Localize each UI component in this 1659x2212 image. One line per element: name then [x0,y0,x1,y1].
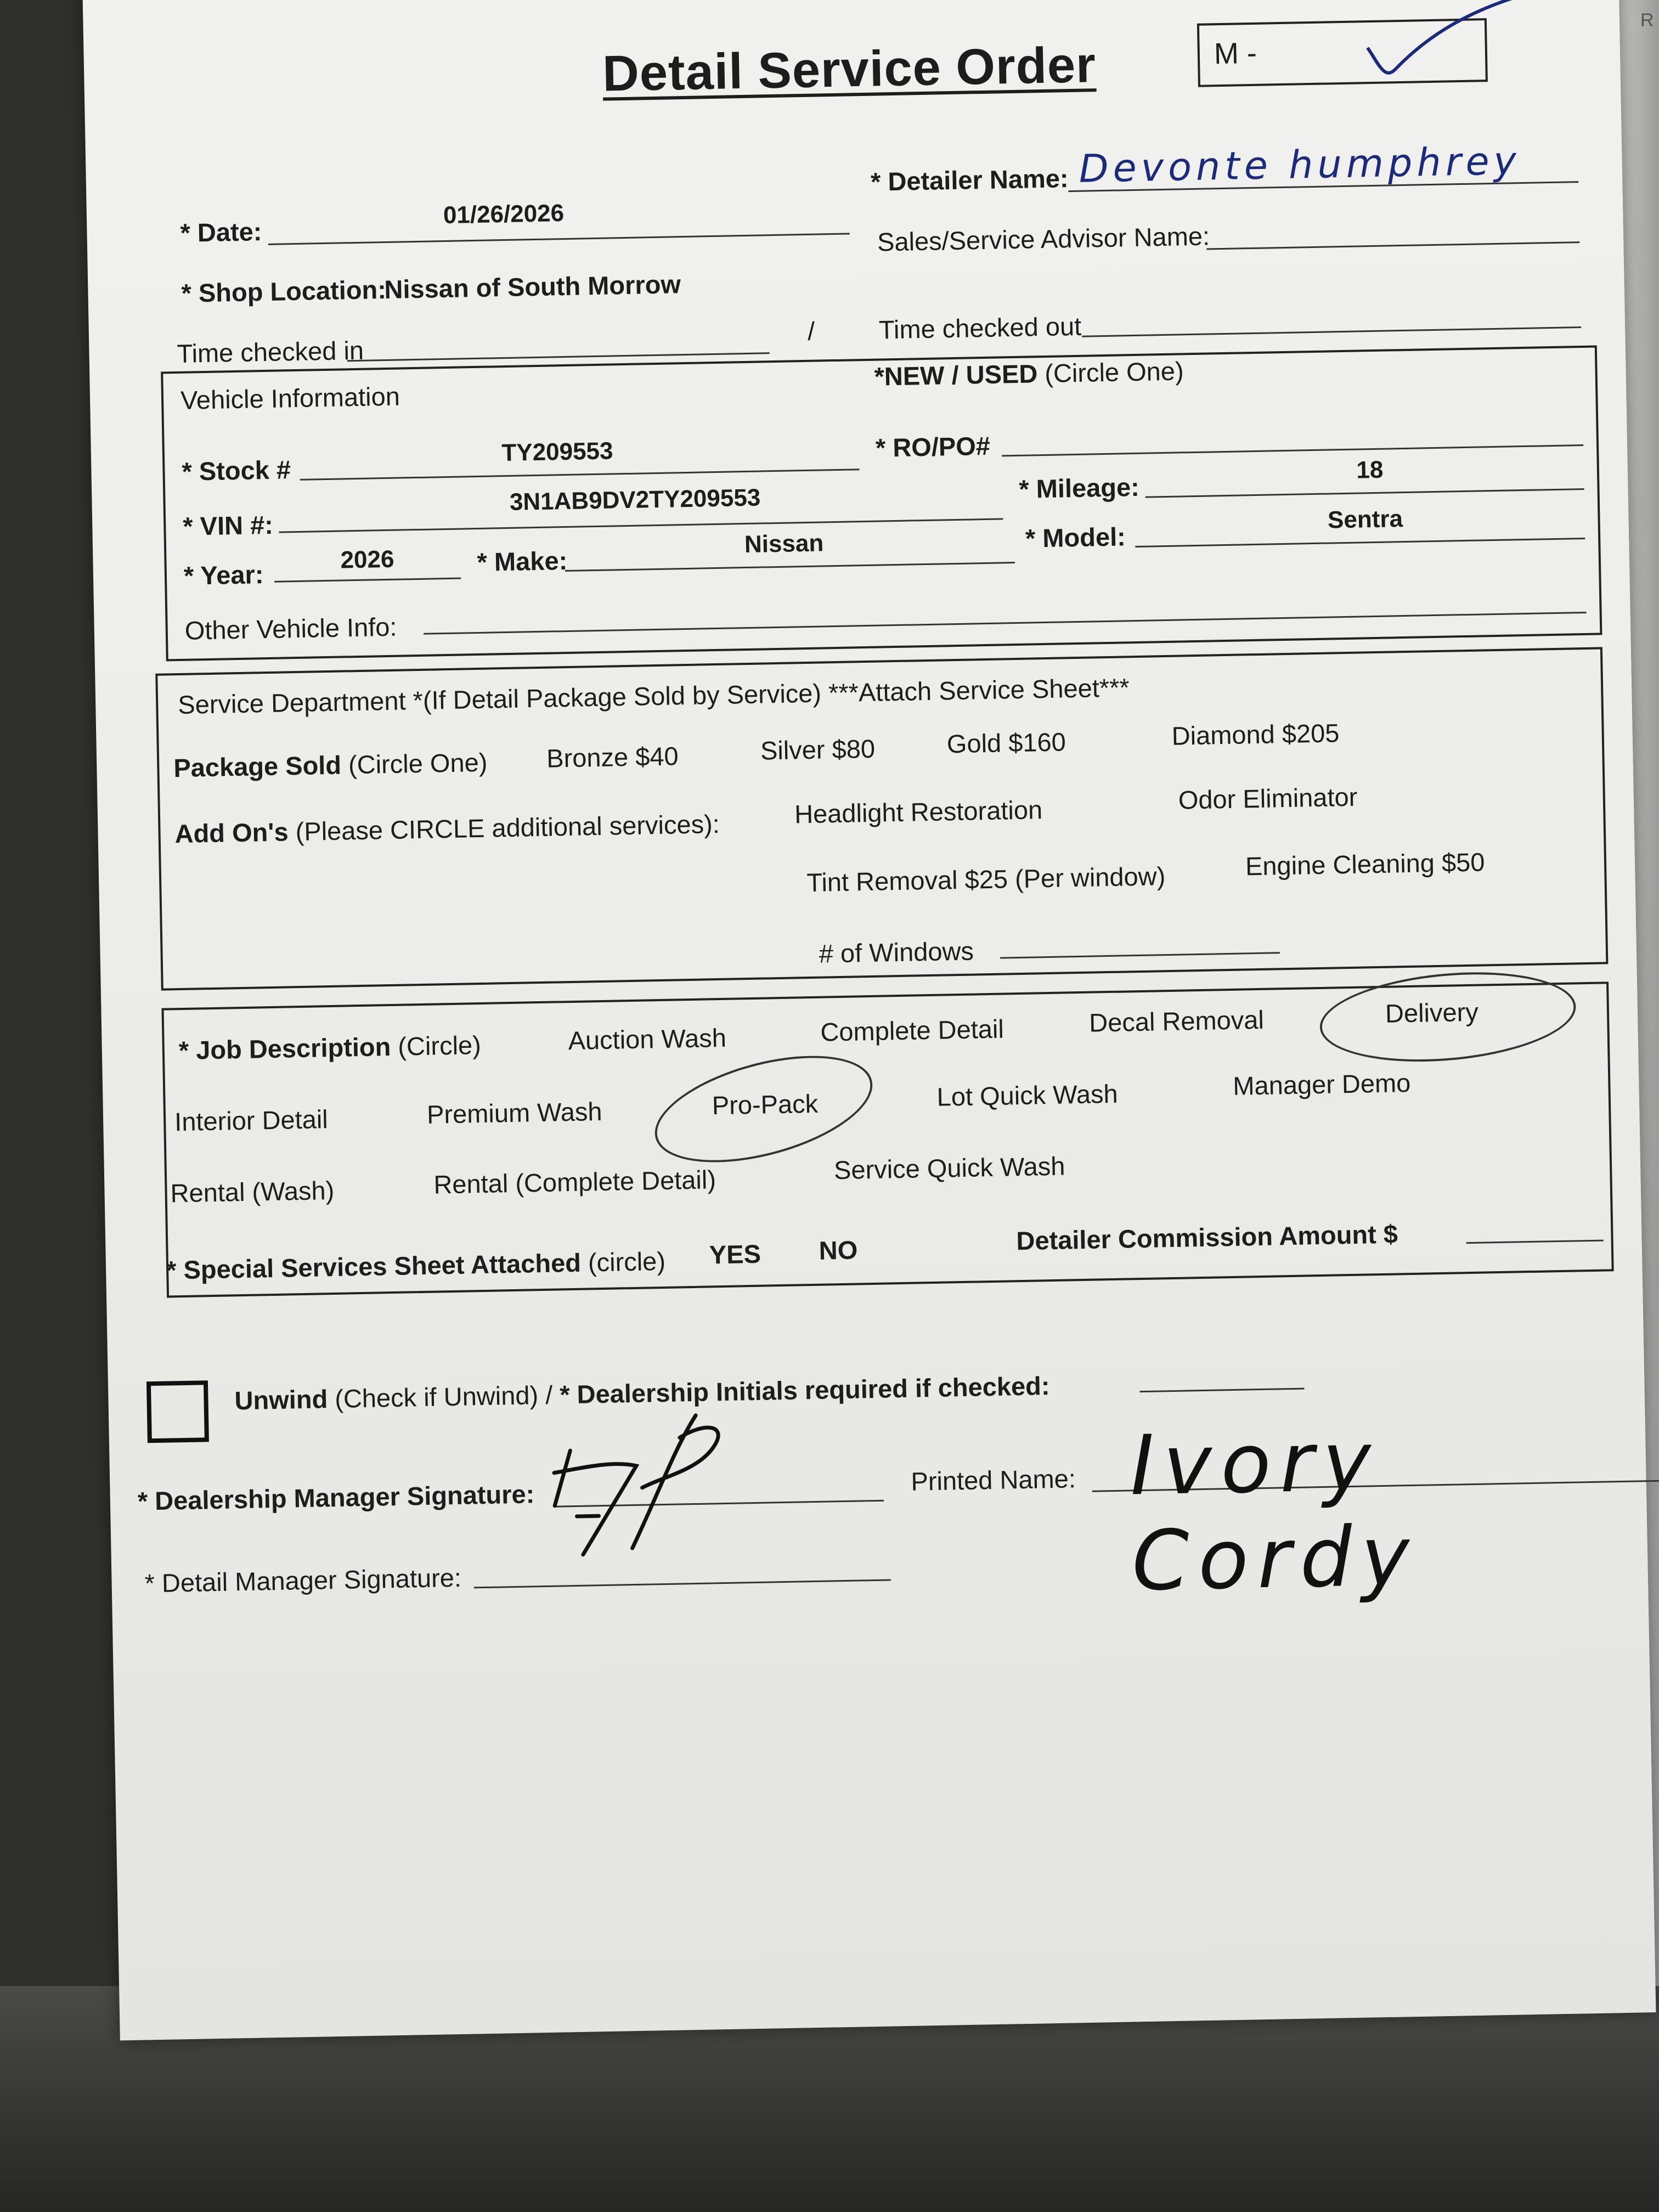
addons-hint: (Please CIRCLE additional services): [295,809,720,847]
package-bronze[interactable]: Bronze $40 [546,741,679,773]
job-decal-removal[interactable]: Decal Removal [1088,1005,1265,1037]
addon-engine-cleaning[interactable]: Engine Cleaning $50 [1245,847,1485,881]
special-services-no[interactable]: NO [819,1235,858,1265]
time-checked-in-label: Time checked in [177,335,364,368]
corner-edge-text: R [1640,10,1654,31]
dealership-manager-signature-label: * Dealership Manager Signature: [137,1479,535,1516]
detailer-name-label: * Detailer Name: [870,163,1069,196]
form-title: Detail Service Order [602,37,1097,102]
new-used-hint: (Circle One) [1044,356,1184,388]
m-box-check-mark [1361,0,1549,86]
date-line [268,233,850,245]
vin-value: 3N1AB9DV2TY209553 [509,484,761,516]
model-value: Sentra [1327,505,1403,534]
job-delivery[interactable]: Delivery [1385,997,1479,1028]
package-sold-label: Package Sold [173,750,342,783]
make-value: Nissan [744,529,824,558]
dealership-initials-line [1140,1388,1305,1392]
job-interior-detail[interactable]: Interior Detail [174,1104,329,1137]
addon-headlight-restoration[interactable]: Headlight Restoration [794,795,1043,829]
time-slash: / [807,316,815,346]
job-auction-wash[interactable]: Auction Wash [568,1023,727,1056]
mileage-label: * Mileage: [1018,472,1140,504]
year-value: 2026 [340,545,394,574]
printed-name-handwritten: Ivory Cordy [1129,1414,1419,1610]
time-checked-in-line [347,352,770,362]
job-service-quick-wash[interactable]: Service Quick Wash [833,1151,1065,1185]
make-label: * Make: [477,545,568,577]
vehicle-info-label: Vehicle Information [180,381,400,415]
shop-location-value: Nissan of South Morrow [384,269,681,304]
job-manager-demo[interactable]: Manager Demo [1232,1068,1411,1101]
year-label: * Year: [183,560,264,590]
vin-label: * VIN #: [182,510,274,541]
unwind-checkbox[interactable] [146,1380,209,1443]
addon-tint-removal[interactable]: Tint Removal $25 (Per window) [806,861,1166,898]
package-silver[interactable]: Silver $80 [760,733,876,765]
job-lot-quick-wash[interactable]: Lot Quick Wash [936,1079,1119,1111]
job-rental-complete-detail[interactable]: Rental (Complete Detail) [433,1165,716,1199]
stock-value: TY209553 [501,437,613,467]
commission-label: Detailer Commission Amount $ [1015,1219,1398,1256]
dealership-initials-label: * Dealership Initials required if checked: [559,1371,1050,1409]
package-sold-hint: (Circle One) [348,747,488,780]
special-services-yes[interactable]: YES [709,1239,761,1269]
m-box-label: M - [1214,36,1257,71]
unwind-label: Unwind [234,1384,328,1415]
job-rental-wash[interactable]: Rental (Wash) [170,1175,335,1208]
job-complete-detail[interactable]: Complete Detail [820,1014,1005,1047]
mileage-value: 18 [1356,456,1384,484]
job-description-label: * Job Description [178,1032,391,1065]
detail-service-order-form [82,0,1656,2040]
time-checked-out-label: Time checked out [878,311,1082,345]
date-label: * Date: [180,217,262,247]
detail-manager-signature-line [474,1579,891,1588]
addon-odor-eliminator[interactable]: Odor Eliminator [1178,782,1358,815]
package-diamond[interactable]: Diamond $205 [1171,718,1340,751]
ro-po-label: * RO/PO# [875,431,991,462]
new-used-label: *NEW / USED [874,359,1038,391]
other-vehicle-info-label: Other Vehicle Info: [184,612,397,645]
windows-count-label: # of Windows [819,936,974,968]
unwind-hint: (Check if Unwind) / [334,1380,553,1413]
special-services-hint: (circle) [588,1246,666,1277]
stock-label: * Stock # [182,455,291,486]
special-services-label: * Special Services Sheet Attached [166,1248,582,1285]
job-pro-pack[interactable]: Pro-Pack [712,1088,819,1120]
service-department-heading: Service Department *(If Detail Package Sold by Service) ***Attach Service Sheet*** [177,673,1130,720]
detail-manager-signature-label: * Detail Manager Signature: [144,1562,462,1598]
shop-location-label: * Shop Location: [181,274,387,308]
dealership-manager-signature [531,1403,781,1572]
job-description-hint: (Circle) [397,1030,482,1061]
time-checked-out-line [1082,326,1581,337]
package-gold[interactable]: Gold $160 [946,727,1066,759]
model-label: * Model: [1025,522,1126,553]
detailer-name-handwritten: Devonte humphrey [1078,138,1521,191]
advisor-name-line [1206,241,1579,250]
date-value: 01/26/2026 [443,199,565,229]
addons-label: Add On's [174,817,289,849]
printed-name-label: Printed Name: [910,1464,1076,1496]
job-premium-wash[interactable]: Premium Wash [426,1096,602,1129]
advisor-name-label: Sales/Service Advisor Name: [877,221,1210,257]
